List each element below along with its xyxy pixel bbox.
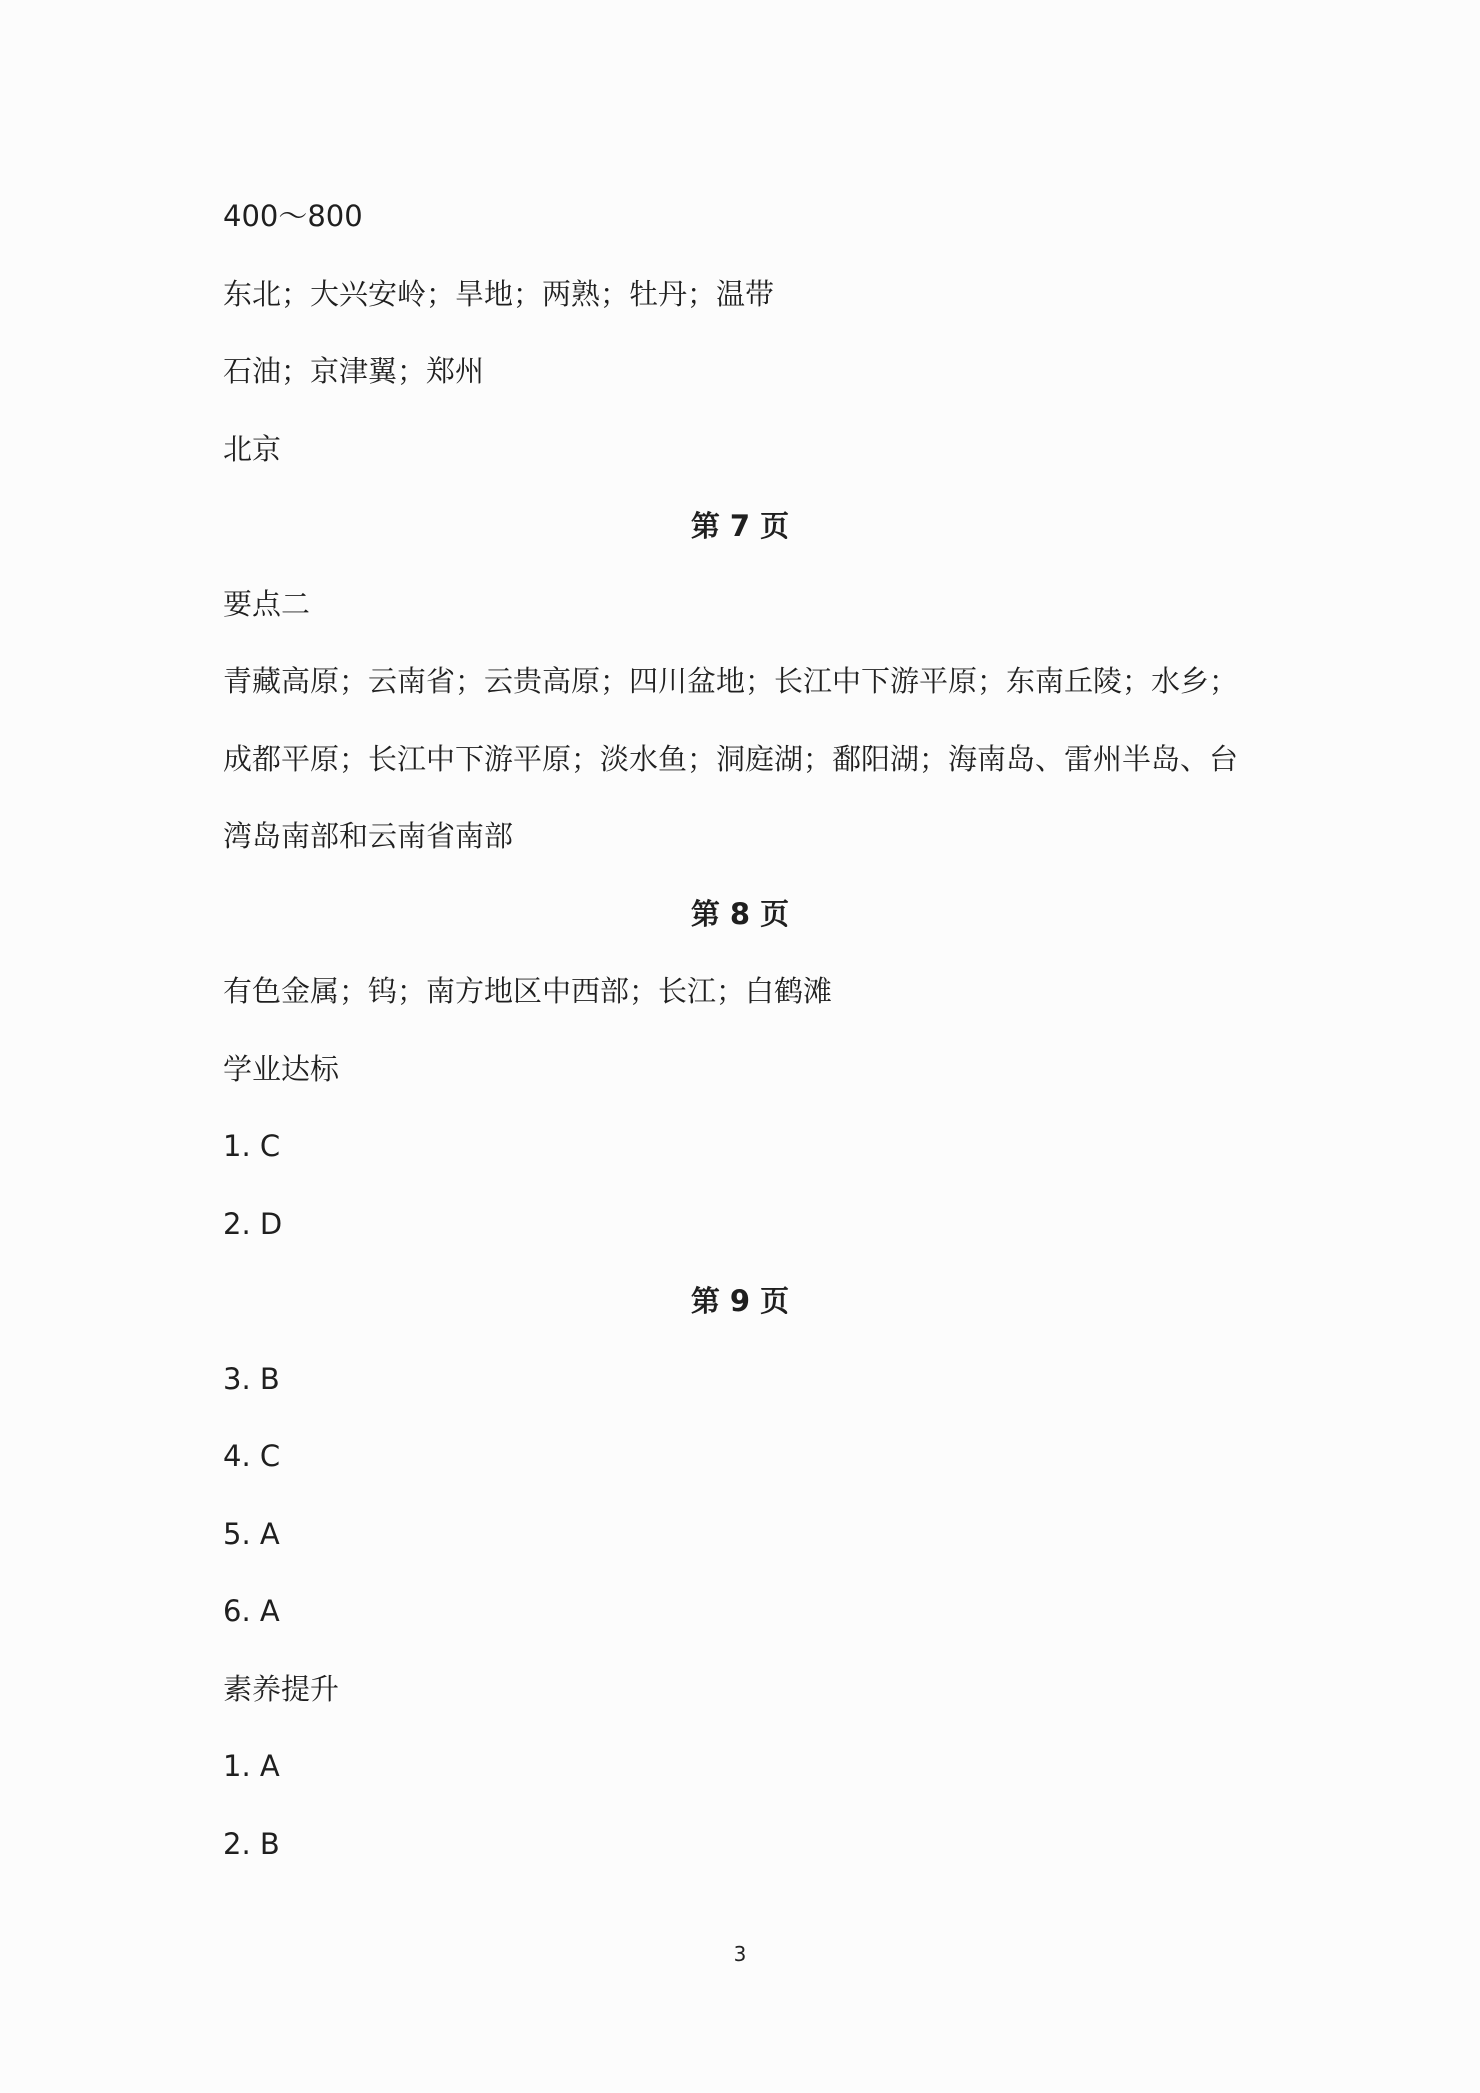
text-line: 石油；京津翼；郑州 xyxy=(223,354,485,388)
text-line: 湾岛南部和云南省南部 xyxy=(223,819,514,853)
answer-item: 2. B xyxy=(223,1826,280,1861)
answer-item: 1. A xyxy=(223,1749,280,1783)
answer-item: 5. A xyxy=(223,1516,280,1551)
text-line: 北京 xyxy=(223,431,282,466)
page-heading: 第 8 页 xyxy=(690,896,790,931)
section-label: 要点二 xyxy=(223,586,311,621)
text-line: 青藏高原；云南省；云贵高原；四川盆地；长江中下游平原；东南丘陵；水乡； xyxy=(223,664,1239,698)
document-content xyxy=(223,184,1257,1889)
page-heading: 第 9 页 xyxy=(690,1284,790,1318)
answer-item: 2. D xyxy=(223,1206,283,1241)
section-label: 学业达标 xyxy=(223,1051,340,1086)
answer-item: 1. C xyxy=(223,1129,281,1163)
section-label: 素养提升 xyxy=(223,1671,340,1706)
answer-item: 6. A xyxy=(223,1594,280,1628)
text-line: 东北；大兴安岭；旱地；两熟；牡丹；温带 xyxy=(223,276,775,311)
page-number: 3 xyxy=(733,1942,747,1966)
answer-item: 4. C xyxy=(223,1439,281,1473)
text-line: 有色金属；钨；南方地区中西部；长江；白鹤滩 xyxy=(223,974,833,1008)
text-line: 400～800 xyxy=(223,199,363,233)
text-line: 成都平原；长江中下游平原；淡水鱼；洞庭湖；鄱阳湖；海南岛、雷州半岛、台 xyxy=(223,741,1239,776)
answer-item: 3. B xyxy=(223,1361,280,1396)
page-heading: 第 7 页 xyxy=(690,509,790,543)
